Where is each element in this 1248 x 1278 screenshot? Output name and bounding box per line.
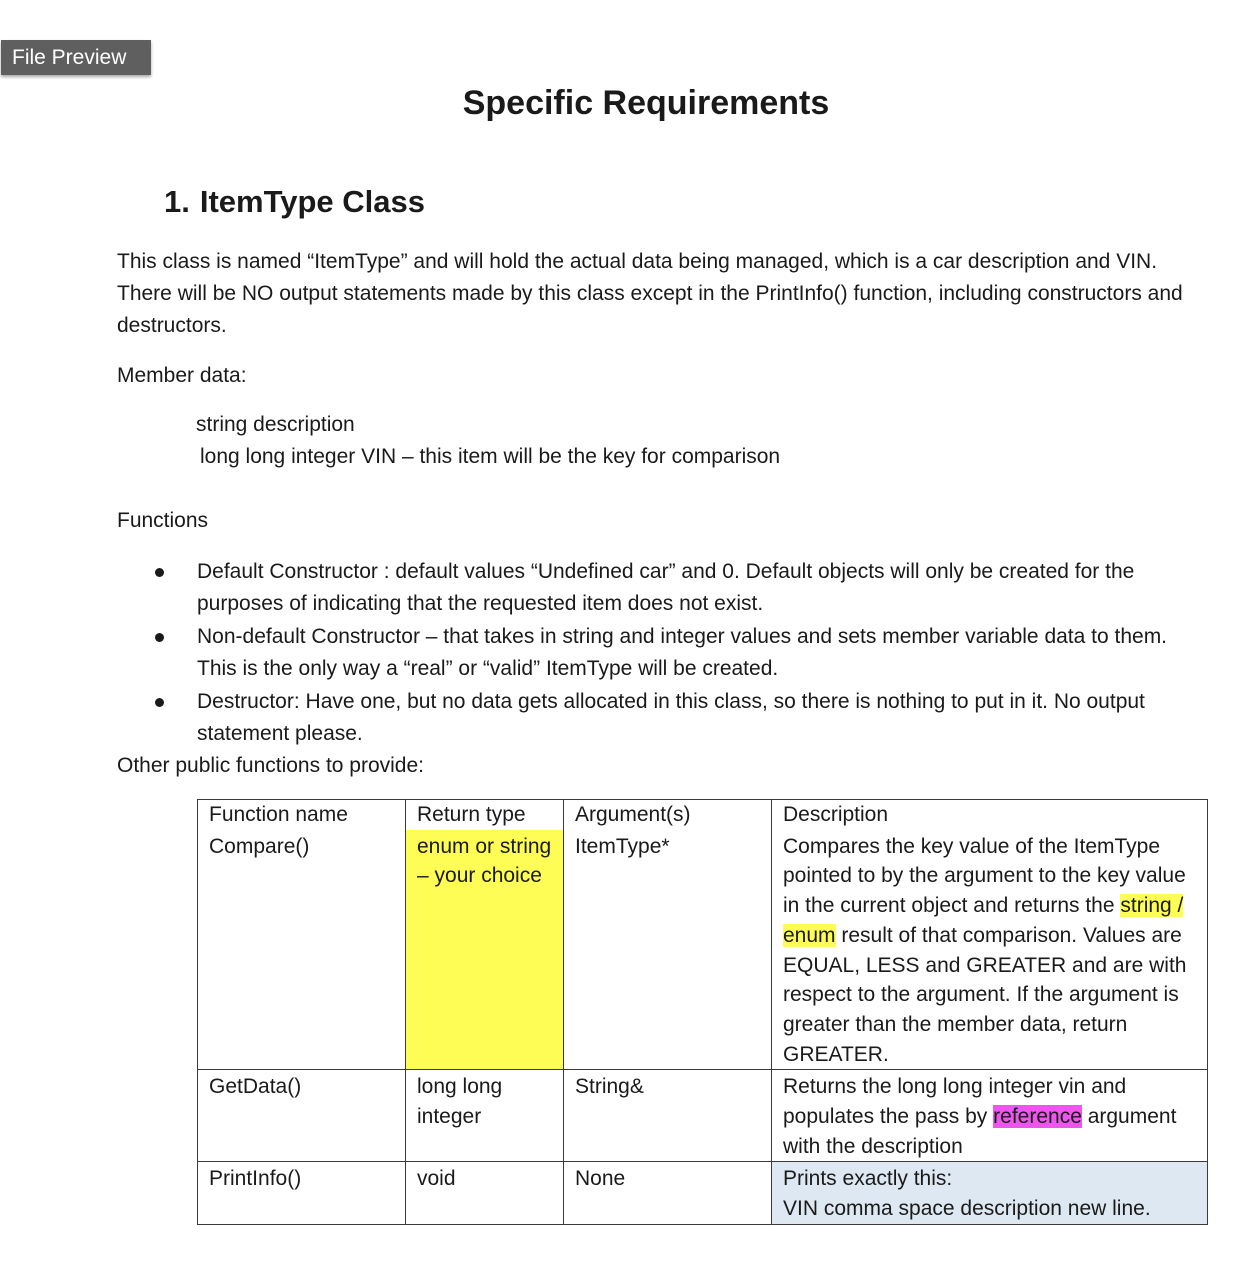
cell-function-name: Compare() xyxy=(198,830,406,1070)
member-item: long long integer VIN – this item will be the key for comparison xyxy=(200,445,781,468)
header-arguments: Argument(s) xyxy=(564,800,772,830)
bullet-icon xyxy=(155,568,164,577)
header-return-type: Return type xyxy=(406,800,564,830)
cell-return-type: void xyxy=(406,1162,564,1224)
description-text: result of that comparison. Values are EQUAL, LESS and GREATER and are with respect to the argument. If the argument is greater than the member data, return GREATER. xyxy=(783,923,1187,1066)
functions-bullet-list xyxy=(150,556,1190,751)
cell-function-name: PrintInfo() xyxy=(198,1162,406,1224)
bullet-text: Non-default Constructor – that takes in string and integer values and sets member variable data to them. This is the only way a “real” or “valid” ItemType will be created. xyxy=(197,625,1168,680)
bullet-text: Destructor: Have one, but no data gets allocated in this class, so there is nothing to put in it. No output statement please. xyxy=(197,690,1145,745)
highlighted-text: string / enum xyxy=(783,894,1184,947)
bullet-icon xyxy=(155,633,164,642)
description-text: Returns the long long integer vin and populates the pass by xyxy=(783,1075,1127,1129)
description-text: Compares the key value of the ItemType pointed to by the argument to the key value in the current object and returns the xyxy=(783,834,1186,918)
file-preview-badge[interactable]: File Preview xyxy=(1,40,151,75)
table-row xyxy=(198,1162,1208,1224)
cell-description xyxy=(772,1070,1208,1162)
intro-paragraph: This class is named “ItemType” and will hold the actual data being managed, which is a car description and VIN. There will be NO output statements made by this class except in the PrintInfo() function, including constructors and destructors. xyxy=(117,250,1183,337)
cell-arguments: String& xyxy=(564,1070,772,1162)
functions-table xyxy=(197,799,1208,1225)
bullet-text: Default Constructor : default values “Undefined car” and 0. Default objects will only be created for the purposes of indicating that the requested item does not exist. xyxy=(197,560,1135,615)
description-text: argument with the description xyxy=(783,1105,1177,1158)
cell-return-type: long long integer xyxy=(406,1070,564,1162)
other-functions-label: Other public functions to provide: xyxy=(117,754,425,777)
section-number: 1. xyxy=(164,184,190,219)
header-description: Description xyxy=(772,800,1208,830)
bullet-item xyxy=(150,686,1190,750)
functions-label: Functions xyxy=(117,509,209,532)
table-row xyxy=(198,830,1208,1070)
cell-description xyxy=(772,830,1208,1070)
cell-arguments: ItemType* xyxy=(564,830,772,1070)
highlighted-text: reference xyxy=(993,1105,1082,1129)
bullet-item xyxy=(150,621,1190,685)
description-line: Prints exactly this: xyxy=(783,1167,953,1191)
table-header-row xyxy=(198,800,1208,830)
cell-function-name: GetData() xyxy=(198,1070,406,1162)
bullet-icon xyxy=(155,698,164,707)
member-item: string description xyxy=(196,413,355,436)
section-heading xyxy=(164,184,425,220)
bullet-item xyxy=(150,556,1190,620)
cell-arguments: None xyxy=(564,1162,772,1224)
cell-description xyxy=(772,1162,1208,1224)
table-row xyxy=(198,1070,1208,1162)
section-heading-text: ItemType Class xyxy=(199,184,425,219)
member-data-label: Member data: xyxy=(117,364,247,387)
header-function-name: Function name xyxy=(198,800,406,830)
description-line: VIN comma space description new line. xyxy=(783,1197,1151,1221)
cell-return-type: enum or string – your choice xyxy=(406,830,564,1070)
page-title: Specific Requirements xyxy=(462,84,830,122)
